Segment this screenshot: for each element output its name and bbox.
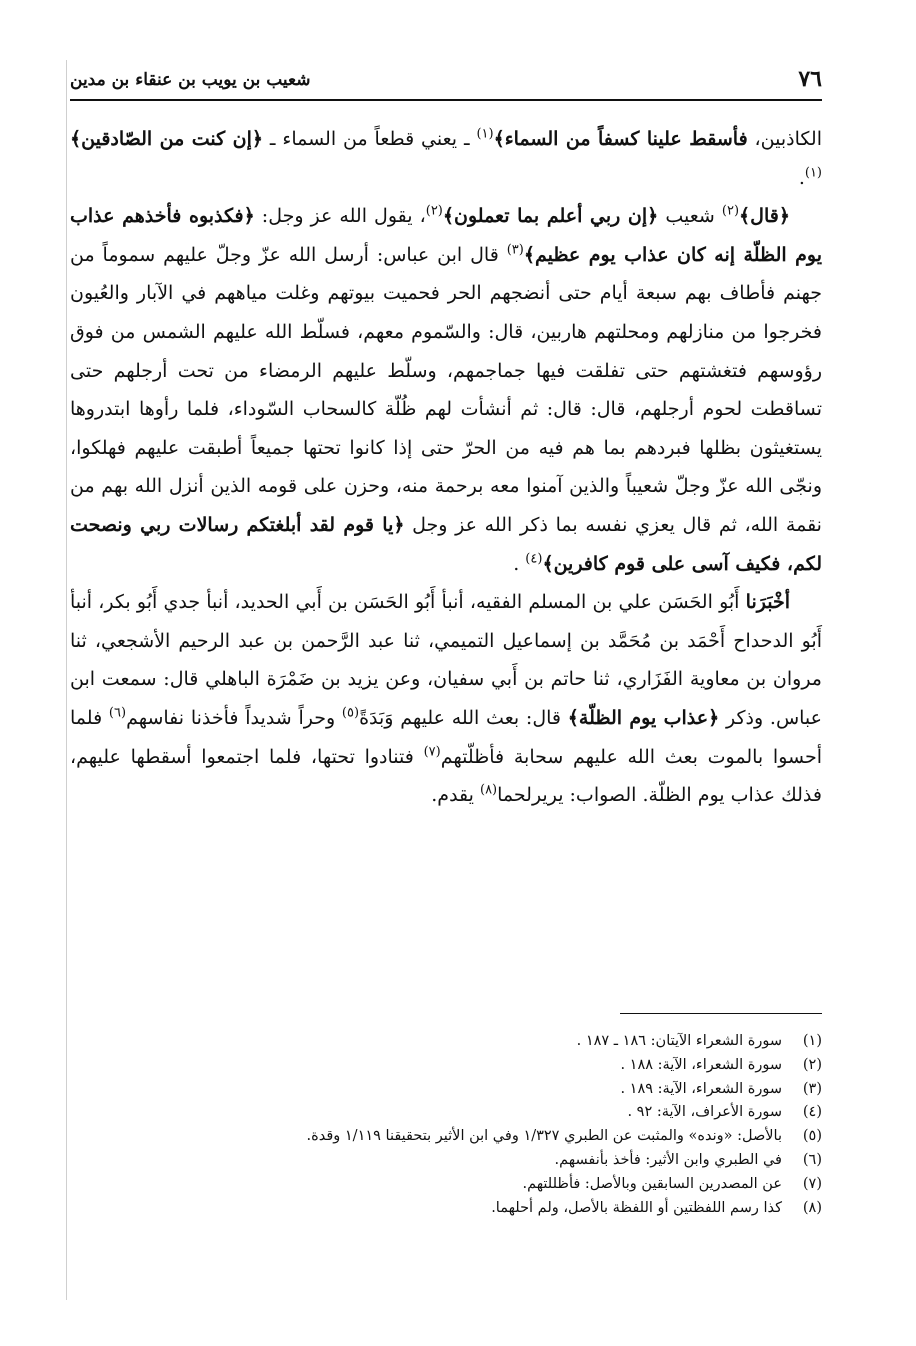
text-run: شعيب (658, 205, 722, 228)
quran-quote: ﴿عذاب يوم الظلّة﴾ (567, 706, 720, 729)
footnote-text: في الطبري وابن الأثير: فأخذ بأنفسهم. (554, 1151, 782, 1168)
footnote-number: (٦) (802, 1151, 822, 1168)
footnote-item (70, 1054, 822, 1078)
footnote-text: كذا رسم اللفظتين أو اللفظة بالأصل، ولم أحلهما. (491, 1199, 782, 1216)
footnote-item (70, 1030, 822, 1054)
quran-quote: ﴿إن كنت من الصّادقين﴾ (70, 128, 264, 150)
footnote-text: عن المصدرين السابقين وبالأصل: فأظللتهم. (522, 1175, 782, 1192)
footnote-ref: (٣) (506, 242, 524, 258)
text-run: أَبُو الحَسَن علي بن المسلم الفقيه، أنبأ أَبُو الحَسَن بن أَبي الحديد، أنبأ جدي أَبُو بكر، أنبأ أَبُو الدحداح أَحْمَد بن مُحَمَّد بن إسماعيل التميمي، ثنا عبد الرَّحمن بن عبد الرحيم الأشجعي، ثنا مروان بن معاوية الفَزَاري، ثنا حاتم بن أَبي سفيان، وعن يزيد بن ضَمْرَة الباهلي قال: سمعت ابن عباس. وذكر (70, 591, 822, 729)
text-run: فتنادوا تحتها، فلما اجتمعوا أسقطها عليهم، فذلك عذاب يوم الظلّة. الصواب: يريرلحما (70, 745, 822, 807)
footnote-ref: (٦) (108, 705, 127, 721)
page-number: ٧٦ (798, 66, 822, 92)
footnote-item (70, 1197, 822, 1221)
text-run: فلما أحسوا بالموت بعث الله عليهم سحابة فأظلّتهم (70, 706, 822, 768)
footnote-separator (620, 1013, 822, 1014)
text-run: ـ يعني قطعاً من السماء ـ (263, 128, 477, 150)
footnote-number: (٨) (802, 1199, 822, 1216)
footnote-text: بالأصل: «ونده» والمثبت عن الطبري ١/٣٢٧ وفي ابن الأثير بتحقيقنا ١/١١٩ وقدة. (306, 1128, 782, 1145)
text-run: قال: بعث الله عليهم وَبَدَةً (359, 706, 568, 729)
quran-quote: ﴿إن ربي أعلم بما تعملون﴾ (442, 205, 659, 228)
running-title: شعيب بن يويب بن عنقاء بن مدين (70, 70, 311, 90)
text-run: . (798, 166, 805, 189)
footnote-item (70, 1173, 822, 1197)
footnote-ref: (١) (804, 165, 822, 181)
footnote-item (70, 1078, 822, 1102)
footnote-ref: (٢) (721, 203, 740, 219)
paragraph-1 (70, 120, 822, 197)
footnote-ref: (٨) (479, 782, 498, 798)
quran-quote: فأسقط علينا كسفاً من السماء﴾ (493, 128, 748, 150)
text-run: قال ابن عباس: أرسل الله عزّ وجلّ عليهم سموماً من جهنم فأطاف بهم سبعة أيام حتى أنضجهم الحر فحميت بيوتهم وغلت مياههم في الآبار والعُيون فخرجوا من منازلهم ومحلتهم هاربين، قال: والسّموم معهم، فسلّط الله عليهم الشمس من فوق رؤوسهم فتغشتهم حتى تفلقت فيها جماجمهم، وسلّط عليهم الرمضاء من تحت أرجلهم حتى تساقطت لحوم أرجلهم، قال: قال: ثم أنشأت لهم ظُلّة كالسحاب السّوداء، فلما رأوها ابتدروها يستغيثون بظلها فبردهم بما هم فيه من الحرّ حتى إذا كانوا تحتها جميعاً أطبقت عليهم فهلكوا، ونجّى الله عزّ وجلّ شعيباً والذين آمنوا معه برحمة منه، وحزن على قومه الذين أنزل الله بهم من نقمة الله، ثم قال يعزي نفسه بما ذكر الله عز وجل (70, 243, 822, 536)
footnote-number: (١) (802, 1033, 822, 1049)
footnote-number: (٣) (802, 1080, 822, 1097)
footnote-text: سورة الشعراء، الآية: ١٨٩ . (620, 1080, 782, 1097)
footnote-number: (٧) (802, 1175, 822, 1192)
text-run: الكاذبين، (747, 128, 822, 150)
page-header (70, 66, 822, 100)
text-run: ، يقول الله عز وجل: (254, 205, 426, 228)
footnote-number: (٥) (802, 1128, 822, 1145)
footnote-item (70, 1101, 822, 1125)
text-run: وحراً شديداً فأخذنا نفاسهم (126, 706, 342, 729)
footnote-text: سورة الشعراء، الآية: ١٨٨ . (620, 1056, 782, 1073)
footnote-text: سورة الأعراف، الآية: ٩٢ . (627, 1104, 782, 1121)
footnote-number: (٢) (802, 1056, 822, 1073)
footnote-ref: (١) (476, 126, 494, 142)
quran-quote: ﴿يا قوم لقد أبلغتكم رسالات ربي ونصحت لكم، فكيف آسى على قوم كافرين﴾ (70, 513, 822, 575)
footnote-ref: (٤) (525, 551, 543, 567)
footnotes-list (70, 1030, 822, 1220)
paragraph-3 (70, 583, 822, 815)
page-edge-line (66, 60, 67, 1300)
footnote-number: (٤) (802, 1104, 822, 1121)
footnote-text: سورة الشعراء الآيتان: ١٨٦ ـ ١٨٧ . (576, 1033, 782, 1049)
footnote-ref: (٥) (341, 705, 360, 721)
header-rule (70, 99, 822, 101)
text-run: . (513, 552, 526, 575)
main-text (70, 120, 822, 815)
footnote-ref: (٧) (423, 744, 441, 760)
lead-word: أخْبَرَنا (745, 591, 790, 614)
footnote-item (70, 1149, 822, 1173)
text-run: يقدم. (431, 784, 480, 807)
footnote-item (70, 1125, 822, 1149)
footnote-ref: (٢) (425, 203, 443, 219)
quran-quote: ﴿فكذبوه فأخذهم عذاب يوم الظلّة إنه كان عذاب يوم عظيم﴾ (70, 205, 822, 266)
paragraph-2 (70, 197, 822, 583)
quran-quote: ﴿قال﴾ (739, 205, 790, 228)
